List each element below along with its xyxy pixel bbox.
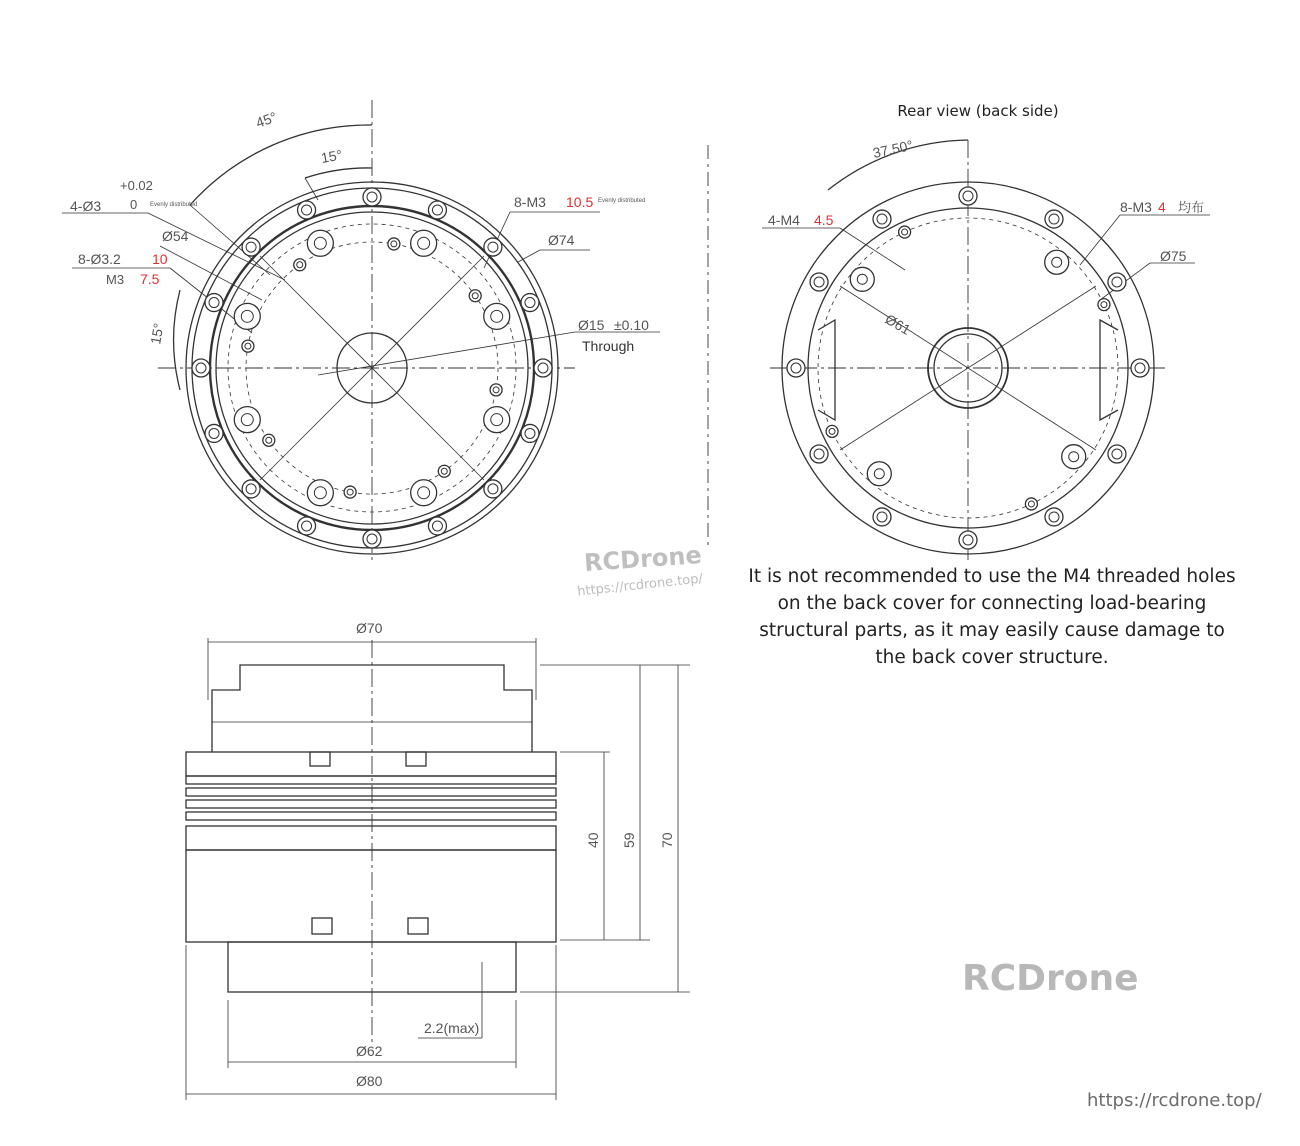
front-outer-bolt-hole: [534, 359, 552, 377]
rear-view-title: Rear view (back side): [897, 102, 1059, 120]
front-mid-hole: [411, 480, 437, 506]
front-outer-bolt-hole: [205, 294, 223, 312]
watermark-url-large[interactable]: https://rcdrone.top/: [1087, 1090, 1262, 1111]
angle-45-label: 45°: [253, 108, 279, 131]
front-small-hole: [388, 238, 400, 250]
rear-outer-bolt-hole: [1108, 445, 1126, 463]
hole-4-label: 4-Ø3: [70, 198, 102, 214]
dia-74-label: Ø74: [548, 232, 575, 248]
angle-15-left-label: 15°: [147, 321, 167, 346]
rear-outer-bolt-hole: [1131, 359, 1149, 377]
front-mid-hole: [484, 303, 510, 329]
rear-angle-label: 37.50°: [871, 136, 915, 161]
rear-m3-label: 8-M3: [1120, 199, 1152, 215]
rear-outer-bolt-hole: [1045, 210, 1063, 228]
front-outer-bolt-hole: [242, 480, 260, 498]
rear-outer-bolt-hole: [787, 359, 805, 377]
front-mid-hole: [234, 407, 260, 433]
front-small-hole: [469, 290, 481, 302]
watermark-brand-large: RCDrone: [962, 958, 1139, 999]
thread-8-label: 8-M3: [514, 194, 546, 210]
front-small-hole: [438, 465, 450, 477]
rear-m4-hole: [1045, 250, 1069, 274]
hole-8-dia-label: 8-Ø3.2: [78, 251, 121, 267]
front-outer-bolt-hole: [428, 517, 446, 535]
thread-8-depth-label: 10.5: [566, 194, 594, 210]
front-outer-bolt-hole: [484, 480, 502, 498]
front-outer-bolt-hole: [298, 517, 316, 535]
front-outer-bolt-hole: [242, 238, 260, 256]
front-small-hole: [490, 384, 502, 396]
side-h59-label: 59: [621, 832, 637, 848]
rear-m3-depth: 4: [1158, 199, 1166, 215]
rear-m3-hole: [1098, 299, 1110, 311]
side-dia-80-label: Ø80: [356, 1073, 383, 1089]
m3-depth-label: 7.5: [140, 271, 160, 287]
rear-outer-bolt-hole: [959, 187, 977, 205]
bore-label: Ø15: [578, 317, 605, 333]
side-dia-70-label: Ø70: [356, 620, 383, 636]
rear-outer-bolt-hole: [810, 273, 828, 291]
hole-4-tol-upper: +0.02: [120, 178, 153, 193]
rear-outer-bolt-hole: [1108, 273, 1126, 291]
front-outer-bolt-hole: [363, 188, 381, 206]
rear-m4-hole: [1062, 445, 1086, 469]
side-gap-label: 2.2(max): [424, 1020, 480, 1036]
front-small-hole: [344, 486, 356, 498]
front-small-hole: [294, 259, 306, 271]
front-mid-hole: [307, 480, 333, 506]
side-h40-label: 40: [585, 832, 601, 848]
side-h70-label: 70: [659, 832, 675, 848]
rear-m3-hole: [1025, 498, 1037, 510]
rear-m3-hole: [899, 226, 911, 238]
bore-tol-label: ±0.10: [614, 317, 649, 333]
rear-outer-bolt-hole: [1045, 508, 1063, 526]
rear-dia-61-label: Ø61: [882, 310, 914, 338]
front-small-hole: [263, 434, 275, 446]
front-outer-bolt-hole: [363, 530, 381, 548]
front-small-hole: [242, 340, 254, 352]
front-outer-bolt-hole: [205, 424, 223, 442]
rear-outer-bolt-hole: [959, 531, 977, 549]
hole-8-depth-label: 10: [152, 251, 168, 267]
hole-4-tol-lower: 0: [130, 197, 138, 212]
warning-note: It is not recommended to use the M4 threaded holes on the back cover for connecting load-bearing structural parts, as it may easily cause damage to the back cover structure.: [748, 566, 1236, 668]
front-outer-bolt-hole: [428, 201, 446, 219]
m3-label: M3: [106, 272, 125, 287]
front-outer-bolt-hole: [192, 359, 210, 377]
rear-m3-note: 均布: [1178, 200, 1205, 215]
front-outer-bolt-hole: [521, 424, 539, 442]
front-mid-hole: [234, 303, 260, 329]
rear-dia-75-label: Ø75: [1160, 248, 1187, 264]
front-outer-bolt-hole: [484, 238, 502, 256]
dia-54-label: Ø54: [162, 228, 189, 244]
rear-m4-depth: 4.5: [814, 212, 834, 228]
angle-15-top-label: 15°: [319, 146, 344, 166]
rear-m4-label: 4-M4: [768, 212, 800, 228]
rear-m4-hole: [867, 462, 891, 486]
rear-outer-bolt-hole: [873, 508, 891, 526]
watermark-brand-small: RCDrone: [583, 540, 703, 578]
front-outer-bolt-hole: [298, 201, 316, 219]
front-mid-hole: [307, 230, 333, 256]
rear-m4-hole: [850, 267, 874, 291]
front-outer-bolt-hole: [521, 294, 539, 312]
hole-4-note: Evenly distributed: [150, 202, 198, 208]
rear-outer-bolt-hole: [810, 445, 828, 463]
watermark-url-small: https://rcdrone.top/: [576, 571, 704, 600]
front-mid-hole: [411, 230, 437, 256]
front-mid-hole: [484, 407, 510, 433]
rear-m3-hole: [826, 425, 838, 437]
bore-note: Through: [582, 338, 635, 354]
side-dia-62-label: Ø62: [356, 1043, 383, 1059]
rear-outer-bolt-hole: [873, 210, 891, 228]
thread-8-note: Evenly distributed: [598, 198, 646, 204]
